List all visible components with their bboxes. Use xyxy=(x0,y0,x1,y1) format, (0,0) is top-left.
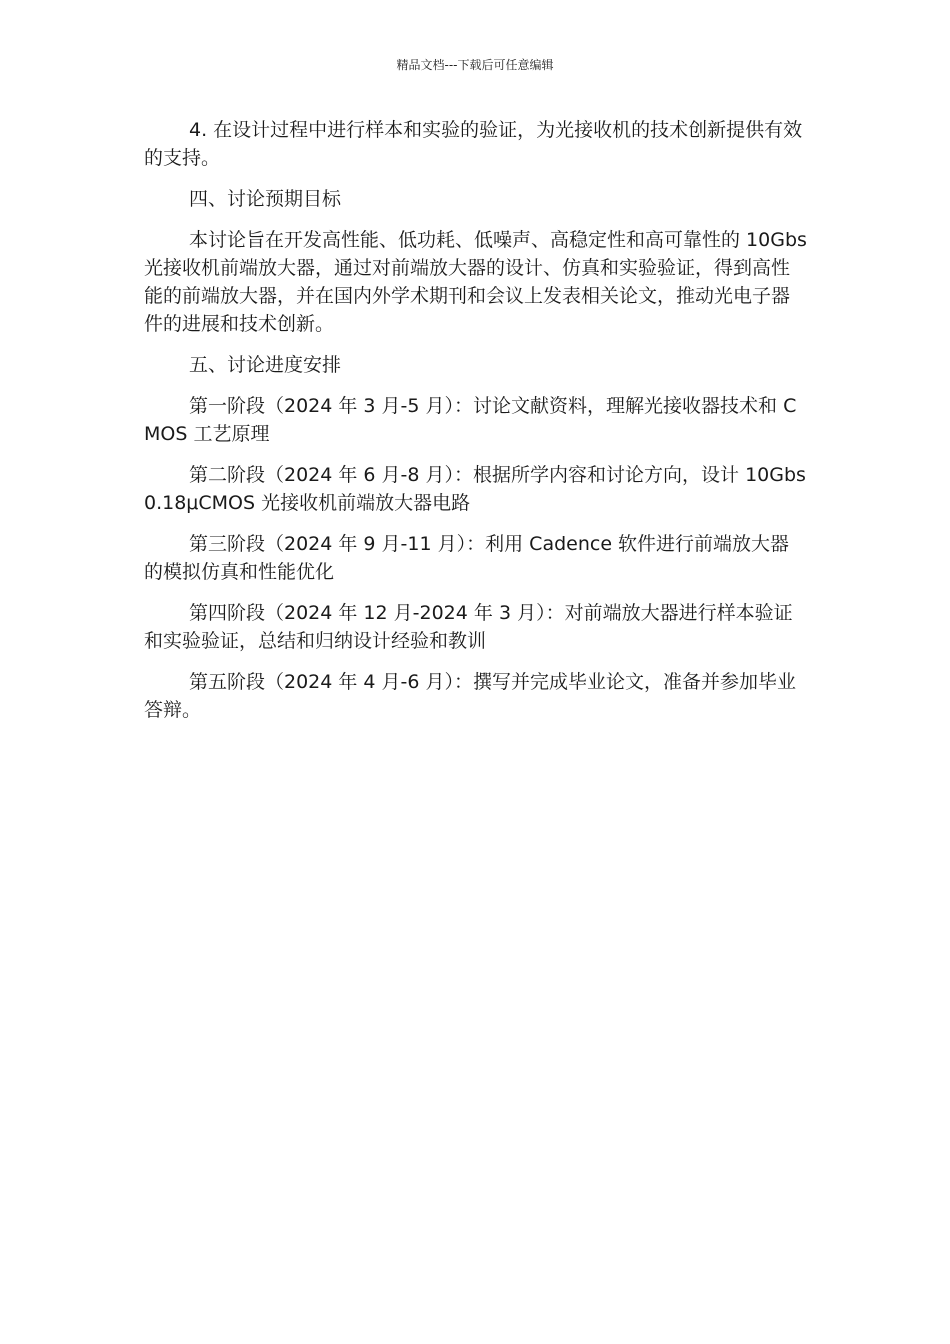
schedule-phase-1: 第一阶段（2024 年 3 月-5 月）：讨论文献资料，理解光接收器技术和 CMOS 工艺原理 xyxy=(144,395,797,445)
page-header: 精品文档---下载后可任意编辑 xyxy=(396,58,554,72)
schedule-phase-4: 第四阶段（2024 年 12 月-2024 年 3 月）：对前端放大器进行样本验证和实验验证，总结和归纳设计经验和教训 xyxy=(144,602,793,652)
schedule-phase-5: 第五阶段（2024 年 4 月-6 月）：撰写并完成毕业论文，准备并参加毕业答辩。 xyxy=(144,671,797,721)
schedule-phase-2: 第二阶段（2024 年 6 月-8 月）：根据所学内容和讨论方向，设计 10Gbs0.18μCMOS 光接收机前端放大器电路 xyxy=(144,464,806,514)
schedule-phase-3: 第三阶段（2024 年 9 月-11 月）：利用 Cadence 软件进行前端放大器的模拟仿真和性能优化 xyxy=(144,533,790,583)
section-heading-expected-goals: 四、讨论预期目标 xyxy=(189,188,342,210)
section-heading-schedule: 五、讨论进度安排 xyxy=(189,354,342,376)
list-item-4: 4. 在设计过程中进行样本和实验的验证，为光接收机的技术创新提供有效的支持。 xyxy=(144,119,803,169)
goals-paragraph: 本讨论旨在开发高性能、低功耗、低噪声、高稳定性和高可靠性的 10Gbs 光接收机前端放大器，通过对前端放大器的设计、仿真和实验验证，得到高性能的前端放大器，并在国内外学术期刊和会议上发表相关论文，推动光电子器件的进展和技术创新。 xyxy=(144,229,807,335)
document-body xyxy=(144,116,808,737)
